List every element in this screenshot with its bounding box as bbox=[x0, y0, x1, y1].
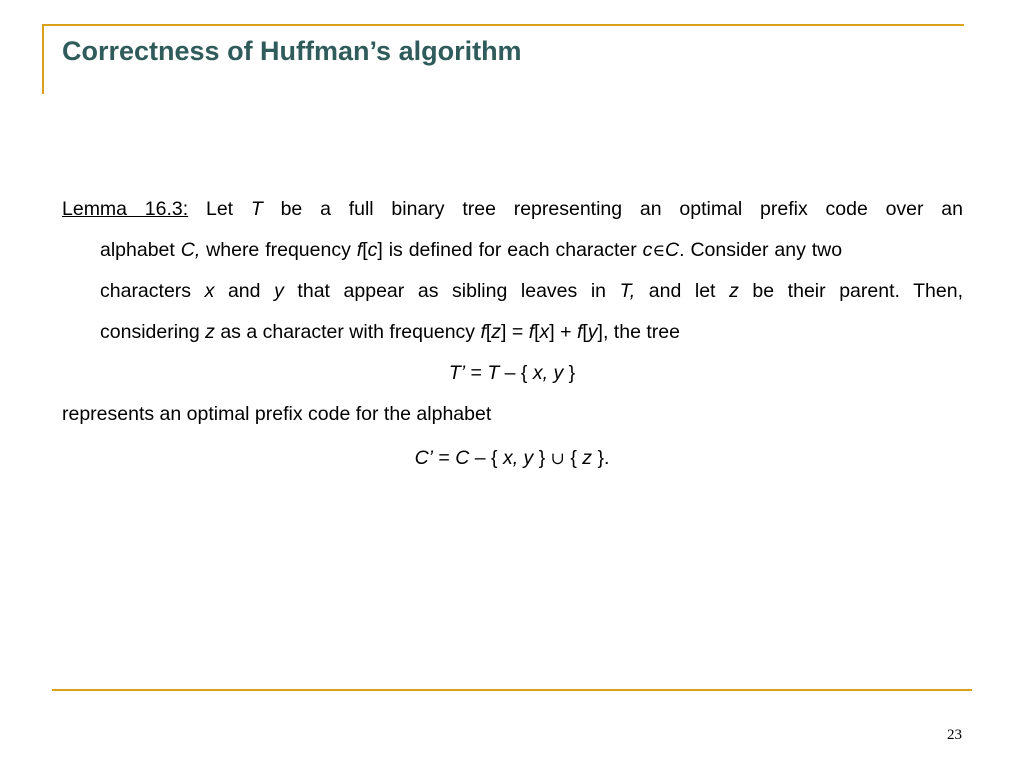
math-var: C bbox=[665, 239, 680, 261]
text-run: { bbox=[564, 447, 583, 469]
text-run: and bbox=[214, 280, 275, 302]
math-var: y bbox=[587, 321, 598, 343]
text-run: = bbox=[433, 447, 456, 469]
math-var: f bbox=[480, 321, 486, 343]
text-run: that appear as sibling leaves in bbox=[283, 280, 620, 302]
math-var: z bbox=[729, 280, 739, 302]
left-accent-line bbox=[42, 24, 44, 94]
math-var: x bbox=[539, 321, 550, 343]
math-var: f bbox=[576, 321, 583, 343]
text-run: be a full binary tree representing an optimal prefix code over an bbox=[262, 198, 963, 220]
math-var: c bbox=[642, 239, 653, 261]
text-run: considering bbox=[100, 321, 206, 343]
element-of-symbol: ∈ bbox=[652, 241, 666, 261]
text-run: }. bbox=[592, 447, 610, 469]
math-var: x, y bbox=[502, 447, 534, 469]
top-accent-line bbox=[42, 24, 964, 26]
text-run: – { bbox=[469, 447, 503, 469]
math-var: C, bbox=[180, 239, 201, 261]
text-run: . Consider any two bbox=[679, 239, 843, 261]
text-run: = bbox=[506, 321, 529, 343]
equation-c-prime bbox=[0, 447, 1024, 470]
page-number: 23 bbox=[947, 727, 962, 743]
bottom-accent-line bbox=[52, 689, 972, 691]
math-var: T bbox=[487, 362, 500, 384]
lemma-line-4: considering z as a character with frequency f[z] = f[x] + f[y], the tree bbox=[100, 321, 680, 343]
text-run: be their parent. Then, bbox=[738, 280, 964, 302]
math-var: f bbox=[528, 321, 535, 343]
text-run: is defined for each character bbox=[382, 239, 643, 261]
text-run: } bbox=[533, 447, 551, 469]
union-symbol: ∪ bbox=[550, 449, 565, 469]
text-run: = bbox=[465, 362, 488, 384]
math-var: z bbox=[205, 321, 215, 343]
math-var: C bbox=[455, 447, 470, 469]
lemma-line-1 bbox=[62, 198, 963, 220]
math-var: z bbox=[582, 447, 593, 469]
math-var: c bbox=[367, 239, 378, 261]
lemma-conclusion-text: represents an optimal prefix code for the alphabet bbox=[62, 403, 492, 425]
math-var: z bbox=[491, 321, 502, 343]
math-var: f bbox=[356, 239, 363, 261]
math-var: y bbox=[274, 280, 284, 302]
math-var: T bbox=[250, 198, 263, 220]
text-run: , the tree bbox=[602, 321, 680, 343]
equation-t-prime bbox=[0, 362, 1024, 384]
lemma-line-2: alphabet C, where frequency f[c] is defined for each character c∈C. Consider any two bbox=[100, 239, 843, 261]
math-var: x, y bbox=[532, 362, 564, 384]
text-run: + bbox=[554, 321, 577, 343]
text-run: Let bbox=[188, 198, 251, 220]
math-var: C’ bbox=[414, 447, 434, 469]
text-run: alphabet bbox=[100, 239, 181, 261]
text-run: as a character with frequency bbox=[214, 321, 481, 343]
text-run: characters bbox=[100, 280, 205, 302]
text-run: and let bbox=[635, 280, 730, 302]
text-run: – { bbox=[499, 362, 533, 384]
text-run: where frequency bbox=[200, 239, 357, 261]
math-var: x bbox=[204, 280, 215, 302]
slide-title: Correctness of Huffman’s algorithm bbox=[62, 36, 522, 66]
math-var: T, bbox=[619, 280, 636, 302]
math-var: T’ bbox=[448, 362, 466, 384]
lemma-line-3 bbox=[100, 280, 963, 302]
lemma-label: Lemma 16.3: bbox=[62, 198, 189, 220]
text-run: } bbox=[563, 362, 576, 384]
